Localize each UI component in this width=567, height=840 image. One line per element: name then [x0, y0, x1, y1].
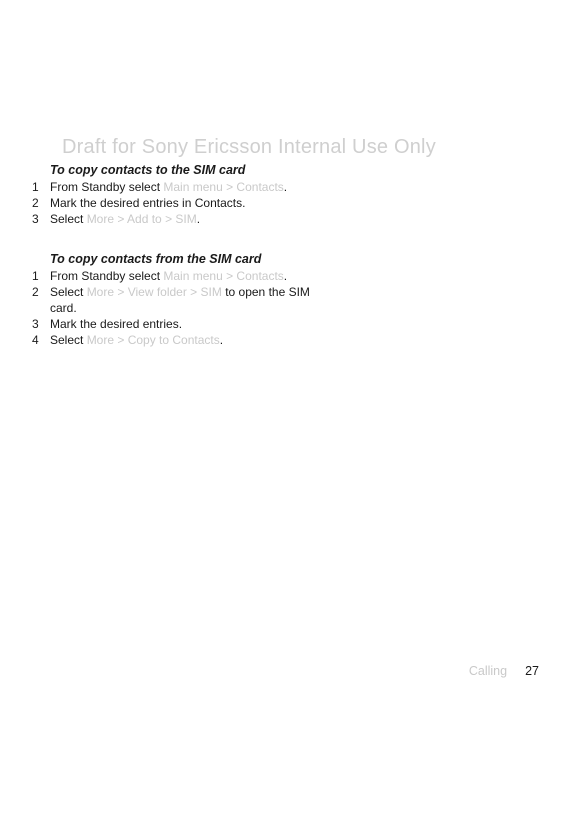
section-name: Calling	[468, 664, 508, 678]
step-text: Select	[50, 333, 87, 347]
step-text: From Standby select	[50, 269, 164, 283]
step-text: Select	[50, 285, 87, 299]
step-text: Mark the desired entries in Contacts.	[50, 196, 246, 210]
list-item	[28, 179, 328, 195]
section-heading: To copy contacts to the SIM card	[50, 163, 246, 177]
page-footer	[469, 664, 539, 678]
steps-list	[28, 179, 328, 227]
step-number: 3	[32, 317, 39, 331]
list-item	[28, 316, 328, 332]
section-heading: To copy contacts from the SIM card	[50, 252, 262, 266]
step-number: 3	[32, 212, 39, 226]
step-number: 1	[32, 269, 39, 283]
step-number: 1	[32, 180, 39, 194]
step-text: Select	[50, 212, 87, 226]
step-number: 2	[32, 285, 39, 299]
step-text: Mark the desired entries.	[50, 317, 183, 331]
step-number: 2	[32, 196, 39, 210]
list-item	[28, 332, 328, 348]
list-item	[28, 211, 328, 227]
step-text: .	[196, 212, 201, 226]
list-item	[28, 195, 328, 211]
step-text: .	[219, 333, 224, 347]
menu-path: More > View folder > SIM	[86, 285, 222, 299]
steps-list	[28, 268, 328, 348]
copy-from-sim-section	[28, 251, 328, 348]
list-item	[28, 268, 328, 284]
list-item	[28, 284, 328, 316]
step-number: 4	[32, 333, 39, 347]
copy-to-sim-section	[28, 162, 328, 227]
menu-path: More > Add to > SIM	[86, 212, 197, 226]
menu-path: More > Copy to Contacts	[86, 333, 220, 347]
step-text: .	[283, 180, 288, 194]
step-text: From Standby select	[50, 180, 164, 194]
step-text: .	[283, 269, 288, 283]
menu-path: Main menu > Contacts	[163, 269, 284, 283]
step-text: to open the SIM card.	[50, 285, 310, 315]
page-number: 27	[525, 664, 539, 678]
draft-watermark: Draft for Sony Ericsson Internal Use Only	[62, 136, 436, 158]
menu-path: Main menu > Contacts	[163, 180, 284, 194]
